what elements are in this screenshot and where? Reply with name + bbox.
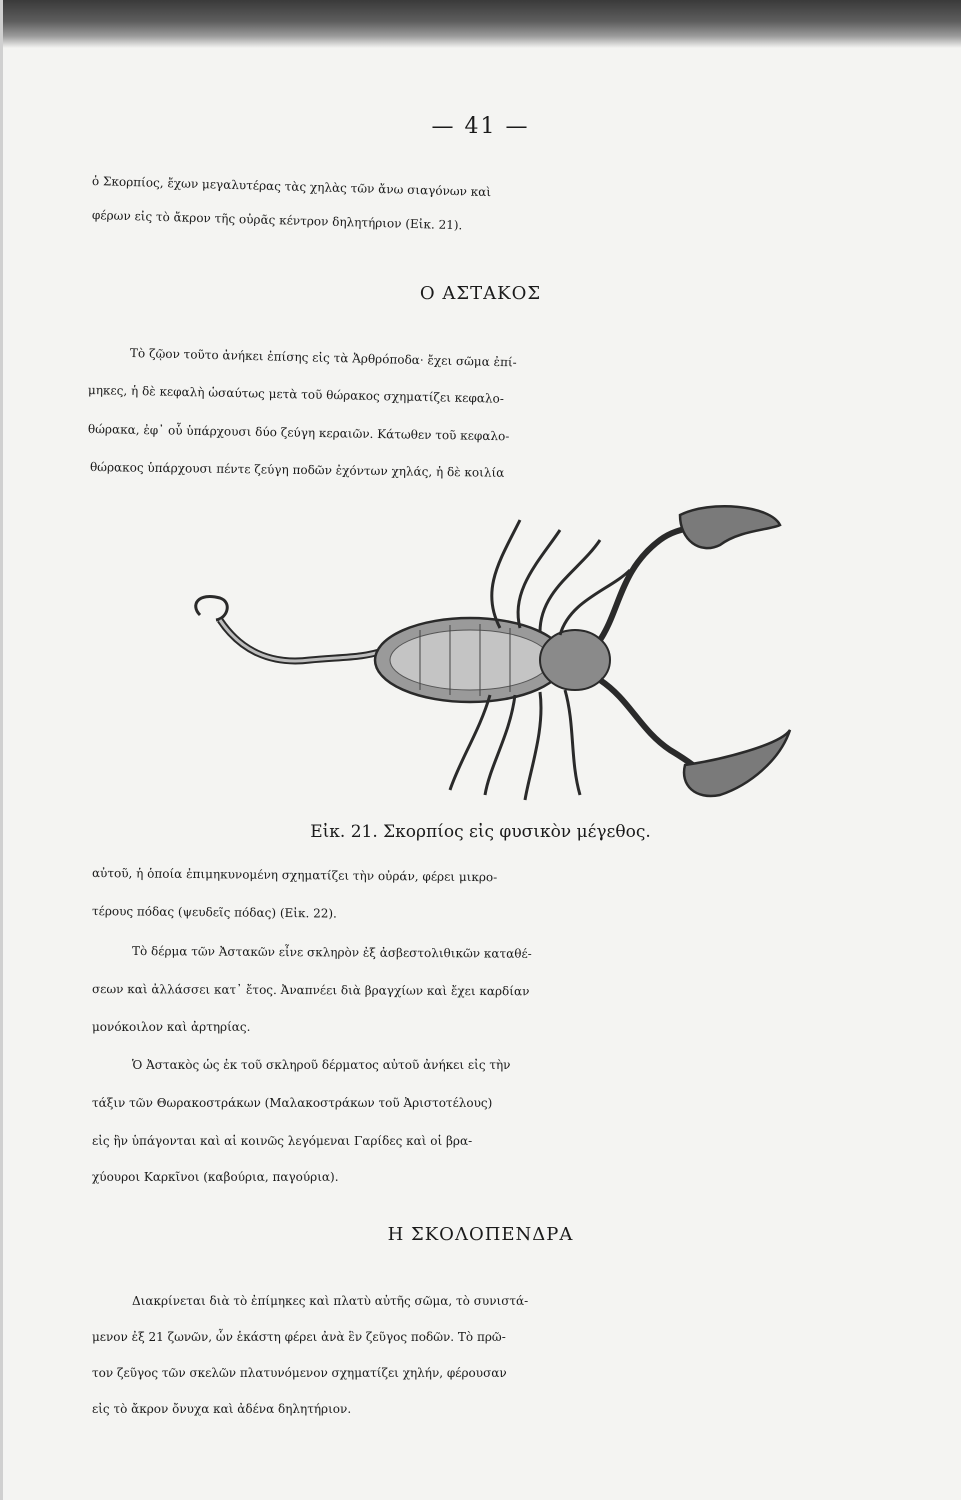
page-left-edge <box>0 0 3 1500</box>
skolopendra-line-4: εἰς τὸ ἄκρον ὄνυχα καὶ ἀδένα δηλητήριον. <box>92 1402 352 1416</box>
continued-line-1: αὐτοῦ, ἡ ὁποία ἐπιμηκυνομένη σχηματίζει τὴν οὐράν, φέρει μικρο- <box>91 866 498 885</box>
page-number: — 41 — <box>431 114 530 139</box>
continued-line-4: σεων καὶ ἀλλάσσει κατ᾿ ἔτος. Ἀναπνέει διὰ βραγχίων καὶ ἔχει καρδίαν <box>91 982 530 999</box>
skolopendra-line-2: μενον ἐξ 21 ζωνῶν, ὧν ἑκάστη φέρει ἀνὰ ἓν ζεῦγος ποδῶν. Τὸ πρῶ- <box>92 1330 506 1344</box>
astakos-line-1: Τὸ ζῷον τοῦτο ἀνήκει ἐπίσης εἰς τὰ Ἀρθρόποδα· ἔχει σῶμα ἐπί- <box>129 346 517 370</box>
astakos-line-3: θώρακα, ἐφ᾿ οὗ ὑπάρχουσι δύο ζεύγη κεραιῶν. Κάτωθεν τοῦ κεφαλο- <box>87 422 510 444</box>
skolopendra-line-1: Διακρίνεται διὰ τὸ ἐπίμηκες καὶ πλατὺ αὐτῆς σῶμα, τὸ συνιστά- <box>132 1294 529 1308</box>
scorpion-illustration <box>180 500 810 810</box>
figure-caption: Εἰκ. 21. Σκορπίος εἰς φυσικὸν μέγεθος. <box>310 822 651 842</box>
continued-line-3: Τὸ δέρμα τῶν Ἀστακῶν εἶνε σκληρὸν ἐξ ἀσβεστολιθικῶν καταθέ- <box>131 944 532 961</box>
continued-line-5: μονόκοιλον καὶ ἀρτηρίας. <box>92 1020 251 1034</box>
section-heading-skolopendra: Η ΣΚΟΛΟΠΕΝΔΡΑ <box>387 1224 574 1245</box>
astakos-line-2: μηκες, ἡ δὲ κεφαλὴ ὡσαύτως μετὰ τοῦ θώρακος σχηματίζει κεφαλο- <box>87 383 504 406</box>
intro-line-2: φέρων εἰς τὸ ἄκρον τῆς οὐρᾶς κέντρον δηλητήριον (Εἰκ. 21). <box>91 208 463 233</box>
continued-line-8: εἰς ἣν ὑπάγονται καὶ αἱ κοινῶς λεγόμεναι Γαρίδες καὶ οἱ βρα- <box>92 1134 473 1148</box>
continued-line-7: τάξιν τῶν Θωρακοστράκων (Μαλακοστράκων τοῦ Ἀριστοτέλους) <box>92 1096 493 1110</box>
astakos-line-4: θώρακος ὑπάρχουσι πέντε ζεύγη ποδῶν ἐχόντων χηλάς, ἡ δὲ κοιλία <box>89 460 505 480</box>
continued-line-2: τέρους πόδας (ψευδεῖς πόδας) (Εἰκ. 22). <box>91 904 337 921</box>
page-top-edge <box>0 0 961 48</box>
skolopendra-line-3: τον ζεῦγος τῶν σκελῶν πλατυνόμενον σχηματίζει χηλήν, φέρουσαν <box>92 1366 507 1380</box>
continued-line-9: χύουροι Καρκῖνοι (καβούρια, παγούρια). <box>92 1170 339 1184</box>
intro-line-1: ὁ Σκορπίος, ἔχων μεγαλυτέρας τὰς χηλὰς τῶν ἄνω σιαγόνων καὶ <box>91 174 492 200</box>
section-heading-astakos: Ο ΑΣΤΑΚΟΣ <box>419 283 542 304</box>
continued-line-6: Ὁ Ἀστακὸς ὡς ἐκ τοῦ σκληροῦ δέρματος αὐτοῦ ἀνήκει εἰς τὴν <box>132 1058 511 1072</box>
